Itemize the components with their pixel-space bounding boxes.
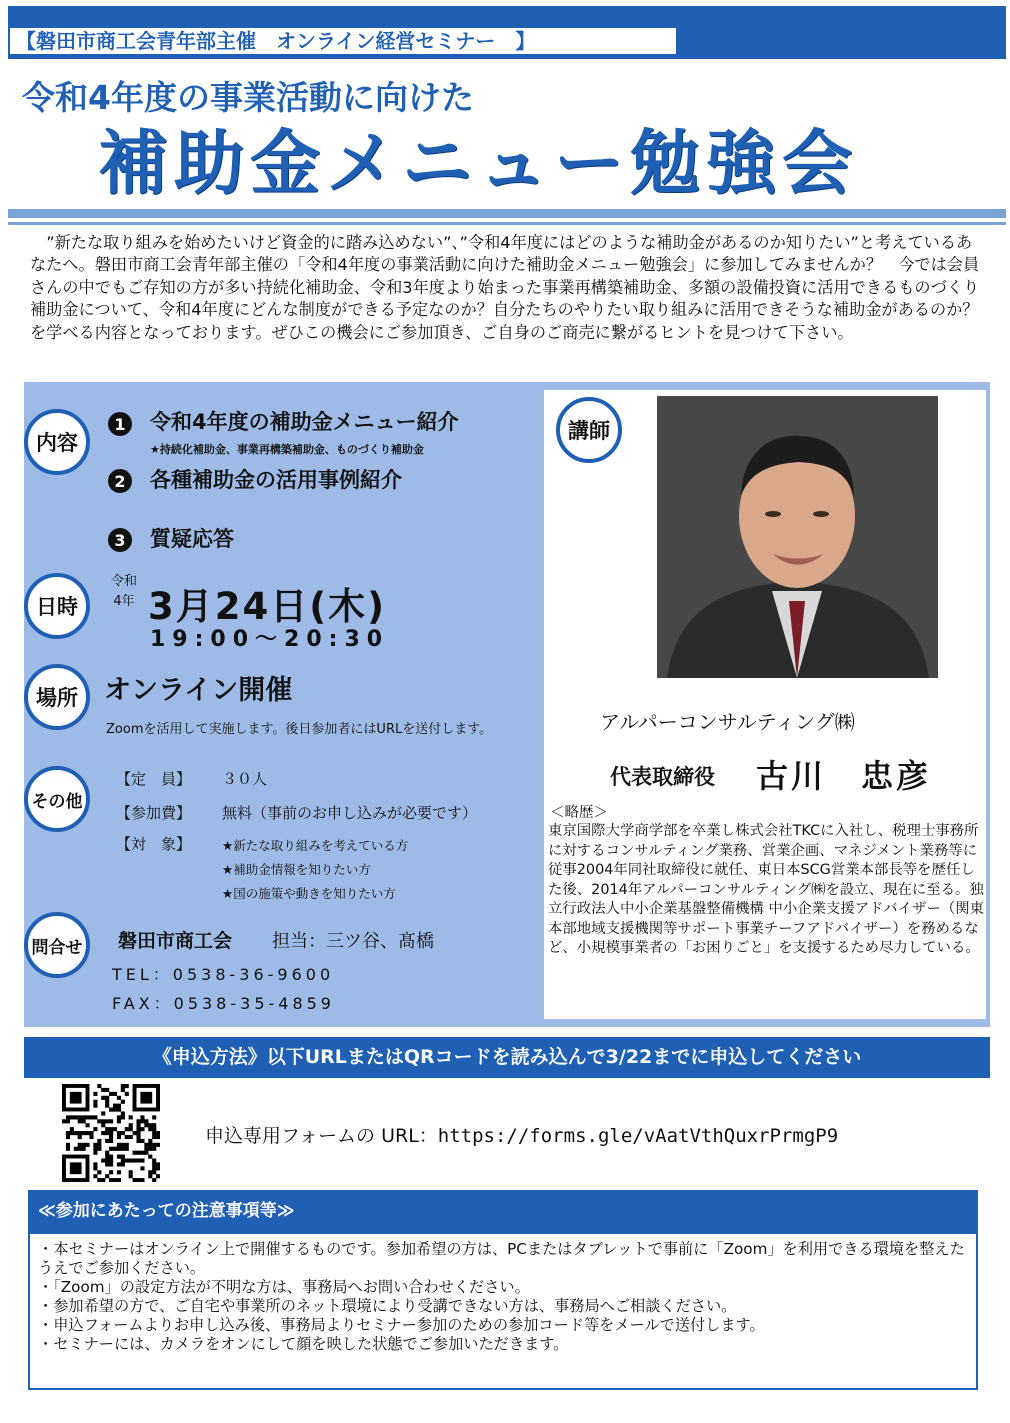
apply-instructions: 《申込方法》以下URLまたはQRコードを読み込んで3/22までに申込してください xyxy=(24,1037,990,1078)
item-1-number: 1 xyxy=(108,412,132,436)
title-divider-thick xyxy=(8,209,1006,218)
target-item-3: ★国の施策や動きを知りたい方 xyxy=(222,886,396,901)
era-line-1: 令和 xyxy=(110,574,137,589)
lecturer-name: 古川 忠彦 xyxy=(756,757,932,795)
intro-paragraph: ”新たな取り組みを始めたいけど資金的に踏み込めない”、”令和4年度にはどのような補助金があるのか知りたい”と考えているあなたへ。磐田市商工会青年部主催の「令和4年度の事業活動に向けた補助金メニュー勉強会」に参加してみませんか？ 今では会員さんの中でもご存知の方が多い持続化補助金、令和3年度より始まった事業再構築補助金、多額の設備投資に活用できるものづくり補助金について、令和4年度にどんな制度ができる予定なのか？自分たちのやりたい取り組みに活用できそうな補助金があるのか？を学べる内容となっております。ぜひこの機会にご参加頂き、ご自身のご商売に繋がるヒントを見つけて下さい。 xyxy=(30,233,980,342)
note-line-2: ・「Zoom」の設定方法が不明な方は、事務局へお問い合わせください。 xyxy=(38,1278,530,1296)
lecturer-bio: 東京国際大学商学部を卒業し株式会社TKCに入社し、税理士事務所に対するコンサルティング業務、営業企画、マネジメント業務等に従事2004年同社取締役に就任、東日本SCG営業本部長等を歴任した後、2014年アルパーコンサルティング㈱を設立、現在に至る。独立行政法人中小企業基盤整備機構 中小企業支援アドバイザー（関東本部地域支援機関等サポート事業チーフアドバイザー）を務めるなど、小規模事業者の「お困りごと」を支援するため尽力している。 xyxy=(548,823,985,956)
note-line-1: ・本セミナーはオンライン上で開催するものです。参加希望の方は、PCまたはタブレットで事前に「Zoom」を利用できる環境を整えたうえでご参加ください。 xyxy=(38,1240,965,1277)
notes-heading: ≪参加にあたっての注意事項等≫ xyxy=(28,1190,978,1232)
item-2-number: 2 xyxy=(108,469,132,493)
page-subtitle: 令和4年度の事業活動に向けた xyxy=(22,78,474,117)
venue-badge-label: 場所 xyxy=(36,686,78,710)
form-url-row xyxy=(205,1121,838,1148)
item-1-note: ★持続化補助金、事業再構築補助金、ものづくり補助金 xyxy=(150,443,424,456)
note-line-3: ・参加希望の方で、ご自宅や事業所のネット環境により受講できない方は、事務局へご相談ください。 xyxy=(38,1297,737,1315)
fee-value: 無料（事前のお申し込みが必要です） xyxy=(222,804,478,822)
bio-heading: ＜略歴＞ xyxy=(550,805,608,821)
content-badge xyxy=(24,409,90,475)
content-badge-label: 内容 xyxy=(36,431,78,455)
era-line-2: 4年 xyxy=(113,594,135,609)
lecturer-badge-label: 講師 xyxy=(568,419,610,443)
panel-border-bottom xyxy=(544,1019,990,1027)
venue-badge xyxy=(24,664,90,730)
qr-code[interactable] xyxy=(62,1084,160,1182)
lecturer-title: 代表取締役 xyxy=(610,765,715,789)
venue-note: Zoomを活用して実施します。後日参加者にはURLを送付します。 xyxy=(106,722,493,737)
form-url-label: 申込専用フォームの URL： xyxy=(205,1125,438,1147)
contact-tel: TEL：0538-36-9600 xyxy=(112,965,335,984)
capacity-label: 【定 員】 xyxy=(116,770,192,788)
target-item-1: ★新たな取り組みを考えている方 xyxy=(222,838,409,853)
capacity-row xyxy=(116,768,267,789)
title-divider-thin xyxy=(8,222,1006,225)
lecturer-photo xyxy=(657,396,938,678)
schedule-badge-label: 日時 xyxy=(36,595,78,619)
capacity-value: ３０人 xyxy=(222,770,268,788)
item-1-title: 令和4年度の補助金メニュー紹介 xyxy=(150,410,459,434)
panel-border-right xyxy=(986,382,990,1027)
target-label: 【対 象】 xyxy=(116,835,192,853)
item-2-title: 各種補助金の活用事例紹介 xyxy=(150,468,402,492)
event-date: 3月24日(木) xyxy=(148,585,387,628)
contact-badge-label: 問合せ xyxy=(31,937,83,958)
item-3-title: 質疑応答 xyxy=(150,527,234,551)
fee-label: 【参加費】 xyxy=(116,804,192,822)
page-title: 補助金メニュー勉強会 xyxy=(98,122,858,204)
other-badge-label: その他 xyxy=(31,791,83,812)
contact-person: 担当：三ツ谷、髙橋 xyxy=(272,931,434,952)
era-label xyxy=(106,572,142,612)
notes-box xyxy=(28,1232,978,1390)
note-line-5: ・セミナーには、カメラをオンにして顔を映した状態でご参加いただきます。 xyxy=(38,1335,569,1353)
schedule-badge xyxy=(24,573,90,639)
event-time: 19:00～20:30 xyxy=(150,627,390,652)
lecturer-company: アルパーコンサルティング㈱ xyxy=(600,710,855,734)
contact-organization: 磐田市商工会 xyxy=(118,930,233,952)
lecturer-badge xyxy=(556,397,622,463)
fee-row xyxy=(116,802,477,823)
form-url-link[interactable]: https://forms.gle/vAatVthQuxrPrmgP9 xyxy=(437,1125,839,1147)
target-item-2: ★補助金情報を知りたい方 xyxy=(222,862,371,877)
lecturer-portrait-illustration xyxy=(657,396,938,678)
other-badge xyxy=(24,766,90,832)
banner-label: 【磐田市商工会青年部主催 オンライン経営セミナー 】 xyxy=(10,28,676,54)
note-line-4: ・申込フォームよりお申し込み後、事務局よりセミナー参加のための参加コード等をメールで送付します。 xyxy=(38,1316,765,1334)
panel-border-top xyxy=(544,382,990,390)
contact-fax: FAX：0538-35-4859 xyxy=(112,994,335,1013)
qr-code-icon xyxy=(62,1084,160,1182)
contact-badge xyxy=(24,912,90,978)
item-3-number: 3 xyxy=(108,528,132,552)
venue-title: オンライン開催 xyxy=(104,675,293,706)
